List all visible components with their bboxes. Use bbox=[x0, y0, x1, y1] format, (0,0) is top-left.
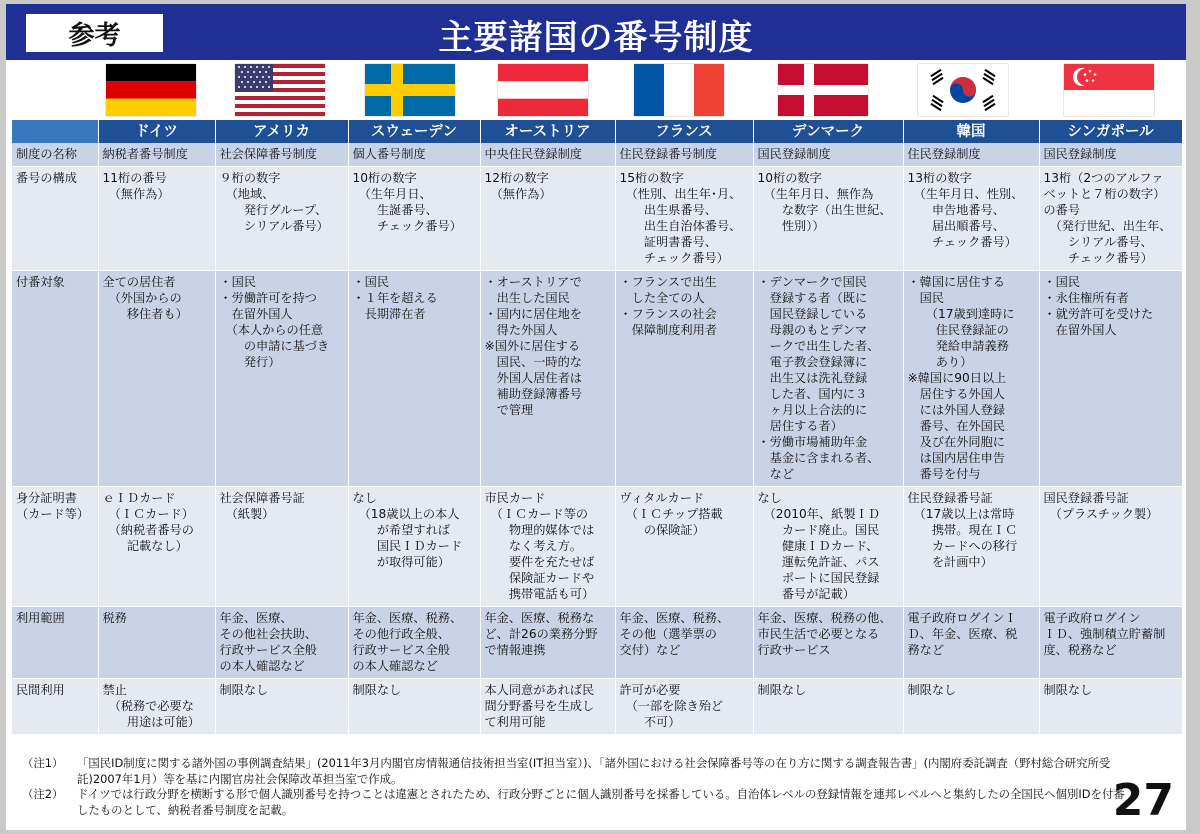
footnote-label: （注2） bbox=[22, 787, 64, 801]
page-title: 主要諸国の番号制度 bbox=[438, 18, 754, 58]
country-header: デンマーク bbox=[753, 120, 903, 143]
table-cell: 禁止 （税務で必要な 用途は可能） bbox=[98, 679, 215, 735]
table-cell: 税務 bbox=[98, 607, 215, 679]
country-header: シンガポール bbox=[1039, 120, 1182, 143]
france-flag bbox=[634, 64, 724, 116]
table-cell: 全ての居住者 （外国からの 移住者も） bbox=[98, 271, 215, 487]
table-row bbox=[12, 607, 1182, 679]
row-label: 制度の名称 bbox=[12, 143, 98, 167]
table-cell: 中央住民登録制度 bbox=[480, 143, 615, 167]
table-row bbox=[12, 487, 1182, 607]
header-corner bbox=[12, 120, 98, 143]
table-cell: ・オーストリアで 出生した国民 ・国内に居住地を 得た外国人 ※国外に居住する 国民、一時的な 外国人居住者は 補助登録簿番号 で管理 bbox=[480, 271, 615, 487]
denmark-flag bbox=[778, 64, 868, 116]
reference-label: 参考 bbox=[26, 14, 163, 52]
table-cell: 国民登録制度 bbox=[753, 143, 903, 167]
table-cell: 13桁（2つのアルファ ベットと７桁の数字） の番号 （発行世紀、出生年、 シリアル番号、 チェック番号） bbox=[1039, 167, 1182, 271]
footnote bbox=[22, 787, 1132, 818]
title-bar bbox=[6, 4, 1186, 60]
page-number: 27 bbox=[1112, 775, 1174, 826]
table-cell: 国民登録番号証 （プラスチック製） bbox=[1039, 487, 1182, 607]
flag-row bbox=[6, 64, 1186, 118]
footnote-text: 「国民ID制度に関する諸外国の事例調査結果」(2011年3月内閣官房情報通信技術担当室(IT担当室）)、「諸外国における社会保障番号等の在り方に関する調査報告書」(内閣府委託調査（野村総合研究所受託)2007年1月）等を基に内閣官房社会保障改革担当室で作成。 bbox=[77, 756, 1111, 786]
table-cell: 13桁の数字 （生年月日、性別、 申告地番号、 届出順番号、 チェック番号） bbox=[903, 167, 1039, 271]
table-cell: 制限なし bbox=[753, 679, 903, 735]
table-cell: 12桁の数字 （無作為） bbox=[480, 167, 615, 271]
table-cell: 社会保障番号制度 bbox=[215, 143, 348, 167]
comparison-table bbox=[12, 120, 1183, 735]
country-header-row bbox=[12, 120, 1182, 143]
austria-flag bbox=[498, 64, 588, 116]
table-cell: 制限なし bbox=[215, 679, 348, 735]
row-label: 番号の構成 bbox=[12, 167, 98, 271]
table-cell: 15桁の数字 （性別、出生年･月、 出生県番号、 出生自治体番号、 証明書番号、 チェック番号） bbox=[615, 167, 753, 271]
table-cell: ・国民 ・永住権所有者 ・就労許可を受けた 在留外国人 bbox=[1039, 271, 1182, 487]
table-cell: 年金、医療、税務な ど、計26の業務分野 で情報連携 bbox=[480, 607, 615, 679]
table-cell: 住民登録制度 bbox=[903, 143, 1039, 167]
table-cell: 電子政府ログイン ＩＤ、強制積立貯蓄制 度、税務など bbox=[1039, 607, 1182, 679]
korea-flag bbox=[918, 64, 1008, 116]
country-header: オーストリア bbox=[480, 120, 615, 143]
table-cell: 制限なし bbox=[1039, 679, 1182, 735]
footnote-label: （注1） bbox=[22, 756, 64, 770]
table-cell: 住民登録番号制度 bbox=[615, 143, 753, 167]
germany-flag bbox=[106, 64, 196, 116]
table-cell: 10桁の数字 （生年月日、 生誕番号、 チェック番号） bbox=[348, 167, 480, 271]
table-cell: ・国民 ・１年を超える 長期滞在者 bbox=[348, 271, 480, 487]
table-cell: なし （18歳以上の本人 が希望すれば 国民ＩＤカード が取得可能） bbox=[348, 487, 480, 607]
country-header: アメリカ bbox=[215, 120, 348, 143]
table-cell: 電子政府ログインＩ Ｄ、年金、医療、税 務など bbox=[903, 607, 1039, 679]
footnote bbox=[22, 756, 1132, 787]
country-header: 韓国 bbox=[903, 120, 1039, 143]
table-cell: ヴィタルカード （ＩＣチップ搭載 の保険証） bbox=[615, 487, 753, 607]
table-cell: ｅＩＤカード （ＩＣカード） （納税者番号の 記載なし） bbox=[98, 487, 215, 607]
table-cell: ・国民 ・労働許可を持つ 在留外国人 （本人からの任意 の申請に基づき 発行） bbox=[215, 271, 348, 487]
table-row bbox=[12, 167, 1182, 271]
table-cell: 市民カード （ＩＣカード等の 物理的媒体では なく考え方。 要件を充たせば 保険証カードや 携帯電話も可） bbox=[480, 487, 615, 607]
footnotes bbox=[22, 756, 1132, 818]
table-row bbox=[12, 679, 1182, 735]
footnote-text: ドイツでは行政分野を横断する形で個人識別番号を持つことは違憲とされたため、行政分野ごとに個人識別番号を採番している。自治体レベルの登録情報を連邦レベルへと集約したの全国民へ個別IDを付番したものとして、納税者番号制度を記載。 bbox=[77, 787, 1125, 817]
singapore-flag bbox=[1064, 64, 1154, 116]
country-header: フランス bbox=[615, 120, 753, 143]
table-cell: なし （2010年、紙製ＩＤ カード廃止。国民 健康ＩＤカード、 運転免許証、パス ポートに国民登録 番号が記載） bbox=[753, 487, 903, 607]
row-label: 身分証明書 （カード等） bbox=[12, 487, 98, 607]
table-cell: 本人同意があれば民 間分野番号を生成し て利用可能 bbox=[480, 679, 615, 735]
country-header: ドイツ bbox=[98, 120, 215, 143]
table-row bbox=[12, 271, 1182, 487]
table-cell: 個人番号制度 bbox=[348, 143, 480, 167]
table-cell: 制限なし bbox=[903, 679, 1039, 735]
table-cell: 10桁の数字 （生年月日、無作為 な数字（出生世紀、 性別）） bbox=[753, 167, 903, 271]
row-label: 付番対象 bbox=[12, 271, 98, 487]
row-label: 民間利用 bbox=[12, 679, 98, 735]
table-cell: 社会保障番号証 （紙製） bbox=[215, 487, 348, 607]
table-cell: 年金、医療、税務、 その他（選挙票の 交付）など bbox=[615, 607, 753, 679]
table-cell: 11桁の番号 （無作為） bbox=[98, 167, 215, 271]
table-cell: ・デンマークで国民 登録する者（既に 国民登録している 母親のもとデンマ ークで出生した者、 電子教会登録簿に 出生又は洗礼登録 した者、国内に３ ヶ月以上合法的に 居住する者） ・労働市場補助年金 基金に含まれる者、 など bbox=[753, 271, 903, 487]
table-cell: ９桁の数字 （地域、 発行グループ、 シリアル番号） bbox=[215, 167, 348, 271]
country-header: スウェーデン bbox=[348, 120, 480, 143]
table-cell: 住民登録番号証 （17歳以上は常時 携帯。現在ＩＣ カードへの移行 を計画中） bbox=[903, 487, 1039, 607]
table-row bbox=[12, 143, 1182, 167]
table-cell: ・フランスで出生 した全ての人 ・フランスの社会 保障制度利用者 bbox=[615, 271, 753, 487]
table-cell: 納税者番号制度 bbox=[98, 143, 215, 167]
usa-flag bbox=[235, 64, 325, 116]
table-cell: ・韓国に居住する 国民 （17歳到達時に 住民登録証の 発給申請義務 あり） ※韓国に90日以上 居住する外国人 には外国人登録 番号、在外国民 及び在外同胞に は国内居住申告 番号を付与 bbox=[903, 271, 1039, 487]
table-cell: 制限なし bbox=[348, 679, 480, 735]
table-cell: 年金、医療、税務の他、 市民生活で必要となる 行政サービス bbox=[753, 607, 903, 679]
slide bbox=[6, 4, 1186, 830]
table-cell: 許可が必要 （一部を除き殆ど 不可） bbox=[615, 679, 753, 735]
sweden-flag bbox=[365, 64, 455, 116]
table-cell: 国民登録制度 bbox=[1039, 143, 1182, 167]
row-label: 利用範囲 bbox=[12, 607, 98, 679]
table-cell: 年金、医療、税務、 その他行政全般、 行政サービス全般 の本人確認など bbox=[348, 607, 480, 679]
table-cell: 年金、医療、 その他社会扶助、 行政サービス全般 の本人確認など bbox=[215, 607, 348, 679]
